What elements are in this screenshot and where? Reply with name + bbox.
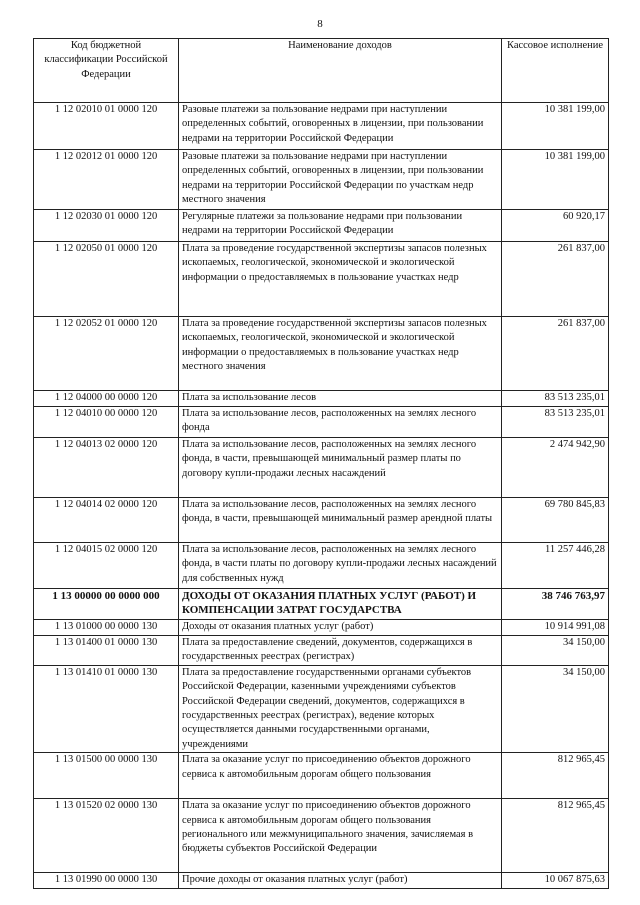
table-row (34, 543, 609, 589)
row-name: Плата за предоставление сведений, документов, содержащихся в государственных реестрах (регистрах) (179, 636, 502, 666)
row-name: Плата за проведение государственной экспертизы запасов полезных ископаемых, геологической, экономической и экологической информации о предоставляемых в пользование участках недр местного значения (179, 317, 502, 391)
row-code: 1 12 02052 01 0000 120 (34, 317, 179, 391)
revenue-table (33, 38, 609, 889)
row-code: 1 12 02012 01 0000 120 (34, 150, 179, 210)
row-code: 1 12 04013 02 0000 120 (34, 438, 179, 498)
row-amount: 812 965,45 (502, 753, 609, 799)
row-code: 1 13 01410 01 0000 130 (34, 665, 179, 752)
row-amount: 34 150,00 (502, 636, 609, 666)
row-code: 1 13 01500 00 0000 130 (34, 753, 179, 799)
row-amount: 812 965,45 (502, 799, 609, 873)
row-name: Плата за использование лесов, расположенных на землях лесного фонда, в части, превышающей минимальный размер платы по договору купли-продажи лесных насаждений (179, 438, 502, 498)
row-code: 1 12 04014 02 0000 120 (34, 498, 179, 543)
table-row (34, 498, 609, 543)
row-amount: 83 513 235,01 (502, 407, 609, 438)
row-name: Плата за оказание услуг по присоединению объектов дорожного сервиса к автомобильным дорогам общего пользования регионального или межмуниципального значения, зачисляемая в бюджеты субъектов Российской Федерации (179, 799, 502, 873)
header-name: Наименование доходов (179, 39, 502, 103)
row-amount: 11 257 446,28 (502, 543, 609, 589)
table-row (34, 636, 609, 666)
row-code: 1 12 02050 01 0000 120 (34, 242, 179, 317)
row-code: 1 13 01400 01 0000 130 (34, 636, 179, 666)
row-amount: 34 150,00 (502, 665, 609, 752)
row-amount: 69 780 845,83 (502, 498, 609, 543)
table-row (34, 799, 609, 873)
page-number: 8 (317, 18, 323, 30)
row-name: Плата за проведение государственной экспертизы запасов полезных ископаемых, геологической, экономической и экологической информации о предоставляемых в пользование участках недр (179, 242, 502, 317)
row-name: ДОХОДЫ ОТ ОКАЗАНИЯ ПЛАТНЫХ УСЛУГ (РАБОТ) И КОМПЕНСАЦИИ ЗАТРАТ ГОСУДАРСТВА (179, 589, 502, 620)
row-amount: 261 837,00 (502, 317, 609, 391)
row-name: Прочие доходы от оказания платных услуг (работ) (179, 873, 502, 889)
table-row (34, 317, 609, 391)
row-amount: 10 381 199,00 (502, 150, 609, 210)
row-name: Доходы от оказания платных услуг (работ) (179, 620, 502, 636)
row-name: Плата за использование лесов, расположенных на землях лесного фонда, в части, превышающей минимальный размер арендной платы (179, 498, 502, 543)
row-code: 1 12 04000 00 0000 120 (34, 391, 179, 407)
row-name: Регулярные платежи за пользование недрами при пользовании недрами на территории Российской Федерации (179, 210, 502, 242)
row-code: 1 12 04015 02 0000 120 (34, 543, 179, 589)
table-row (34, 438, 609, 498)
row-code: 1 12 02030 01 0000 120 (34, 210, 179, 242)
table-row (34, 242, 609, 317)
table-row (34, 150, 609, 210)
table-row (34, 620, 609, 636)
row-code: 1 12 02010 01 0000 120 (34, 103, 179, 150)
row-code: 1 13 01000 00 0000 130 (34, 620, 179, 636)
row-name: Плата за использование лесов (179, 391, 502, 407)
table-row (34, 665, 609, 752)
row-name: Разовые платежи за пользование недрами при наступлении определенных событий, оговоренных в лицензии, при пользовании недрами на территории Российской Федерации (179, 103, 502, 150)
header-code: Код бюджетной классификации Российской Федерации (34, 39, 179, 103)
table-row (34, 873, 609, 889)
row-name: Разовые платежи за пользование недрами при наступлении определенных событий, оговоренных в лицензии, при пользовании недрами на территории Российской Федерации по участкам недр местного значения (179, 150, 502, 210)
row-code: 1 12 04010 00 0000 120 (34, 407, 179, 438)
table-row (34, 753, 609, 799)
row-amount: 2 474 942,90 (502, 438, 609, 498)
table-row (34, 391, 609, 407)
row-amount: 10 914 991,08 (502, 620, 609, 636)
row-amount: 10 067 875,63 (502, 873, 609, 889)
table-row (34, 589, 609, 620)
row-amount: 60 920,17 (502, 210, 609, 242)
table-row (34, 407, 609, 438)
row-name: Плата за использование лесов, расположенных на землях лесного фонда (179, 407, 502, 438)
row-amount: 83 513 235,01 (502, 391, 609, 407)
table-row (34, 103, 609, 150)
row-name: Плата за использование лесов, расположенных на землях лесного фонда, в части платы по договору купли-продажи лесных насаждений для собственных нужд (179, 543, 502, 589)
table-row (34, 210, 609, 242)
row-code: 1 13 01990 00 0000 130 (34, 873, 179, 889)
row-amount: 261 837,00 (502, 242, 609, 317)
row-code: 1 13 01520 02 0000 130 (34, 799, 179, 873)
row-amount: 10 381 199,00 (502, 103, 609, 150)
header-amount: Кассовое исполнение (502, 39, 609, 103)
row-name: Плата за оказание услуг по присоединению объектов дорожного сервиса к автомобильным дорогам общего пользования (179, 753, 502, 799)
table-header (34, 39, 609, 103)
row-name: Плата за предоставление государственными органами субъектов Российской Федерации, казенными учреждениями субъектов Российской Федерации сведений, документов, содержащихся в государственных реестрах (регистрах), ведение которых осуществляется данными государственными органами, учреждениями (179, 665, 502, 752)
table-body (34, 103, 609, 889)
row-amount: 38 746 763,97 (502, 589, 609, 620)
row-code: 1 13 00000 00 0000 000 (34, 589, 179, 620)
